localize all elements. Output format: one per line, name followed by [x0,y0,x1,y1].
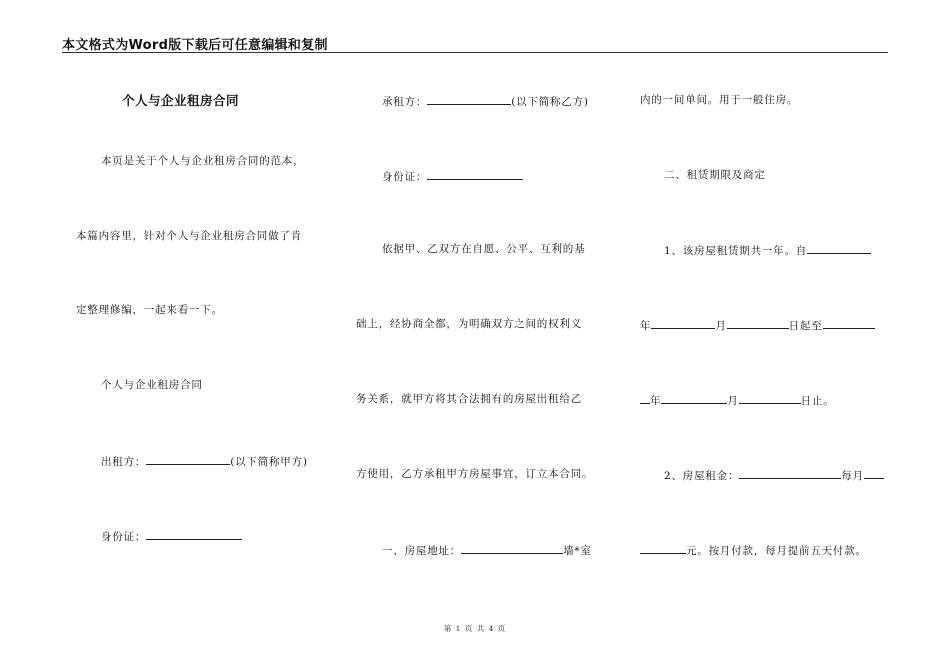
term-end-year-blank-cont [640,392,650,404]
rent-amount-blank [739,467,841,479]
rent-payment-terms: 元。按月付款，每月提前五天付款。 [686,545,867,557]
lessor-suffix: (以下简称甲方) [230,456,308,468]
term-end-month-blank [661,392,727,404]
term-end-year-blank [823,317,875,329]
lessee-id-blank [427,168,523,180]
lessee-id-label: 身份证： [382,171,428,183]
preamble-line-1: 依据甲、乙双方在自愿、公平、互利的基 [382,243,586,255]
address-continuation: 内的一间单间。用于一般住房。 [640,94,799,106]
lessor-blank [146,453,230,465]
intro-line-1: 本页是关于个人与企业租房合同的范本， [101,155,305,167]
term-end-month-label: 月 [727,395,739,407]
rent-monthly-blank-cont [640,542,686,554]
rent-label: 2、房屋租金： [664,470,740,482]
lessor-label: 出租方： [101,456,147,468]
address-suffix: 墙*室 [563,545,592,557]
intro-line-3: 定整理修编，一起来看一下。 [76,304,223,316]
contract-subtitle: 个人与企业租房合同 [101,379,203,391]
lessor-id-label: 身份证： [101,531,147,543]
term-end-label: 日止。 [800,395,835,407]
lessor-line [101,453,308,469]
lessee-blank [427,93,511,105]
term-start-day-blank [727,317,789,329]
header-banner-text: 本文格式为Word版下载后可任意编辑和复制 [62,38,328,53]
lessee-line [382,93,589,109]
section2-title: 二、租赁期限及商定 [664,169,766,181]
column-middle [356,0,616,620]
lessor-id-blank [146,528,242,540]
address-blank [461,542,563,554]
rent-line-2 [640,542,867,558]
term-month-label: 月 [715,320,727,332]
term-start-month-blank [651,317,715,329]
lessee-id-line [382,168,523,184]
lessee-suffix: (以下简称乙方) [511,96,589,108]
lessee-label: 承租方： [382,96,428,108]
term-year-label: 年 [640,320,652,332]
rent-monthly-label: 每月 [841,470,864,482]
preamble-line-3: 务关系，就甲方将其合法拥有的房屋出租给乙 [356,393,582,405]
address-label: 一、房屋地址： [382,545,462,557]
rent-monthly-blank [864,467,884,479]
term-end-day-blank [739,392,801,404]
term-line-2 [640,317,875,333]
intro-line-2: 本篇内容里，针对个人与企业租房合同做了肯 [76,230,302,242]
column-left [76,0,326,620]
term-line-3 [640,392,835,408]
term-intro: 1、该房屋租赁期共一年。自 [664,245,808,257]
term-line-1 [664,242,871,258]
preamble-line-4: 方使用，乙方承租甲方房屋事宜，订立本合同。 [356,468,594,480]
page-number-footer: 第 1 页 共 4 页 [443,624,507,633]
term-from-label: 日起至 [788,320,823,332]
term-start-year-blank [807,242,871,254]
section1-address-line [382,542,592,558]
preamble-line-2: 础上，经协商全都，为明确双方之间的权利义 [356,318,582,330]
lessor-id-line [101,528,242,544]
column-right [638,0,888,620]
rent-line-1 [664,467,884,483]
contract-title: 个人与企业租房合同 [122,93,240,108]
term-end-year-label: 年 [650,395,662,407]
